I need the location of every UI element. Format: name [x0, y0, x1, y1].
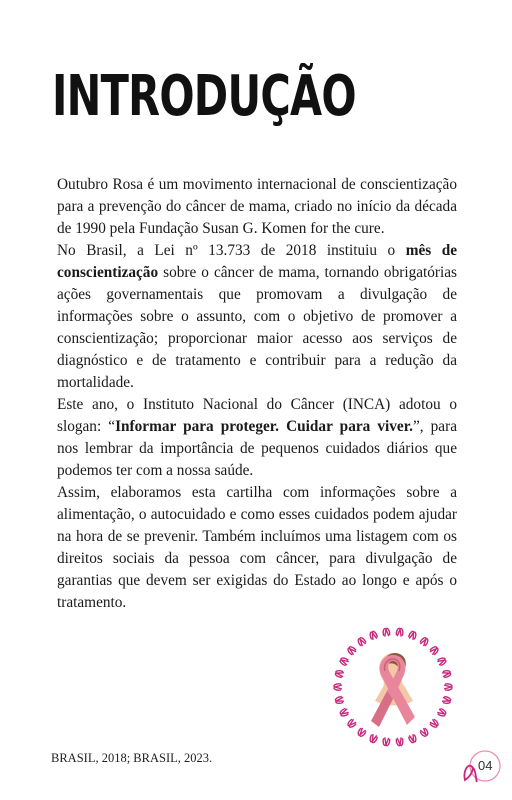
mini-ribbon-icon — [444, 684, 452, 690]
mini-ribbon-icon — [437, 708, 447, 717]
mini-ribbon-icon — [408, 734, 417, 744]
mini-ribbon-icon — [339, 657, 349, 666]
paragraph-cartilha — [57, 482, 457, 614]
mini-ribbon-icon — [442, 670, 451, 678]
mini-ribbon-icon — [335, 696, 344, 704]
text-segment: Este ano, o Instituto Nacional do Câncer (INCA) adotou o slogan: “ — [57, 396, 457, 435]
page-title: INTRODUÇÃO — [52, 64, 356, 129]
mini-ribbon-icon — [383, 737, 390, 746]
mini-ribbon-icon — [357, 637, 367, 647]
mini-ribbon-icon — [429, 645, 439, 655]
mini-ribbon-icon — [335, 670, 344, 678]
text-segment: No Brasil, a Lei nº 13.733 de 2018 instituiu o — [57, 242, 406, 259]
mini-ribbon-icon — [357, 727, 367, 737]
mini-ribbon-icon — [347, 645, 357, 655]
mini-ribbon-icon — [419, 637, 429, 647]
mini-ribbon-icon — [334, 684, 342, 690]
mini-ribbon-icon — [442, 696, 451, 704]
mini-ribbon-icon — [369, 631, 378, 641]
mini-ribbon-icon — [369, 734, 378, 744]
citation: BRASIL, 2018; BRASIL, 2023. — [51, 751, 213, 765]
body-text — [57, 174, 457, 614]
text-segment: Assim, elaboramos esta cartilha com informações sobre a alimentação, o autocuidado e como esses cuidados podem ajudar na hora de se prevenir. Também incluímos uma listagem com os direitos sociais da pessoa com câncer, para divulgação de garantias que devem ser exigidas do Estado ao longo e após o tratamento. — [57, 484, 457, 611]
text-segment: ”, para nos lembrar da importância de pequenos cuidados diários que podemos ter com a nossa saúde. — [57, 418, 457, 479]
mini-ribbon-icon — [437, 657, 447, 666]
mini-ribbon-icon — [419, 727, 429, 737]
mini-ribbon-icon — [396, 628, 403, 637]
page-number: 04 — [478, 758, 493, 773]
paragraph-slogan — [57, 394, 457, 482]
bold-segment: mês de conscientização — [57, 242, 458, 281]
mini-ribbon-icon — [408, 631, 417, 641]
pink-ribbon-wreath-icon — [327, 621, 459, 753]
bold-segment: Informar para proteger. Cuidar para viver. — [115, 418, 413, 435]
mini-ribbon-icon — [396, 737, 403, 746]
paragraph-lei — [57, 240, 457, 394]
text-segment: Outubro Rosa é um movimento internacional de conscientização para a prevenção do câncer de mama, criado no início da década de 1990 pela Fundação Susan G. Komen for the cure. — [57, 176, 457, 237]
text-segment: sobre o câncer de mama, tornando obrigatórias ações governamentais que promovam a divulgação de informações sobre o assunto, com o objetivo de promover a conscientização; proporcionar maior acesso aos serviços de diagnóstico e de tratamento e contribuir para a redução da mortalidade. — [57, 264, 457, 391]
mini-ribbon-icon — [347, 718, 357, 728]
mini-ribbon-icon — [429, 718, 439, 728]
paragraph-outubro-rosa — [57, 174, 457, 240]
mini-ribbon-icon — [383, 628, 390, 637]
mini-ribbon-icon — [339, 708, 349, 717]
